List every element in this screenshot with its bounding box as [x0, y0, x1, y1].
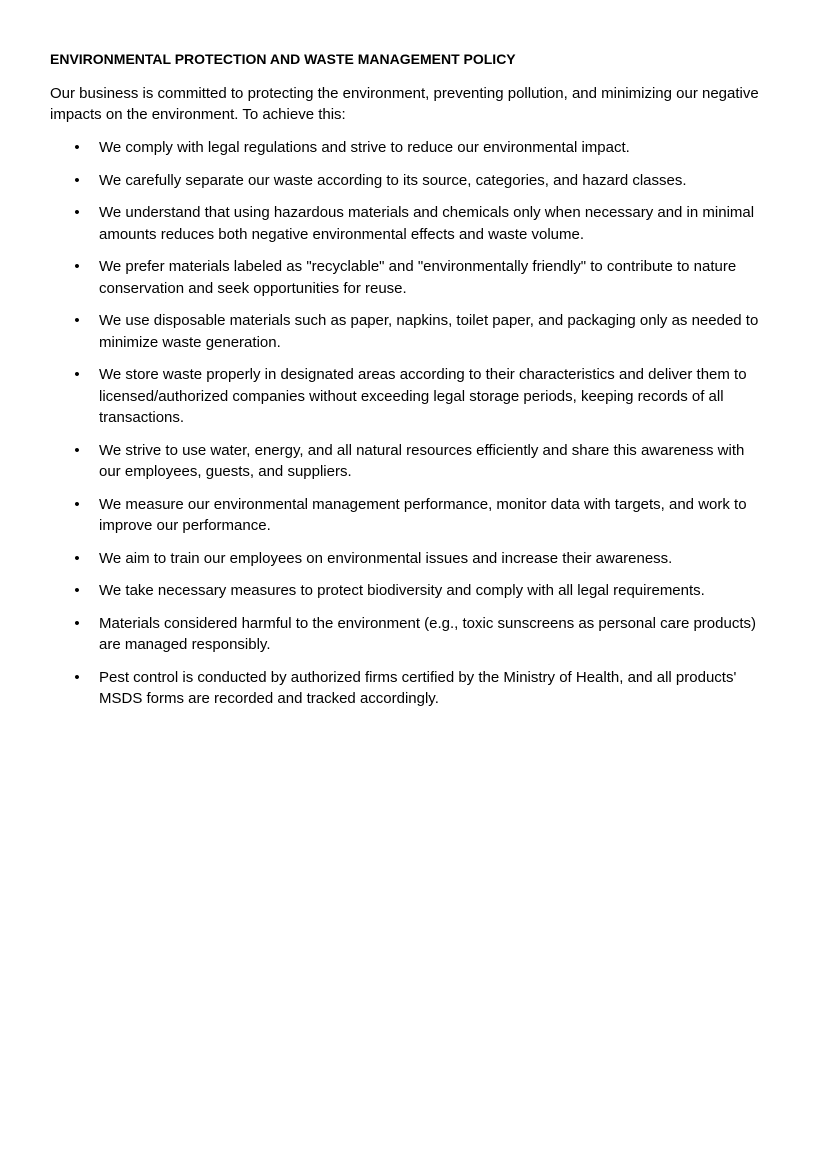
- bullet-icon: •: [74, 171, 80, 189]
- bullet-icon: •: [74, 495, 80, 513]
- list-item: [50, 202, 768, 245]
- bullet-icon: •: [74, 549, 80, 567]
- list-item-text: We understand that using hazardous materials and chemicals only when necessary and in minimal amounts reduces both negative environmental effects and waste volume.: [99, 204, 755, 243]
- list-item: [50, 440, 768, 483]
- bullet-icon: •: [74, 139, 80, 156]
- bullet-icon: •: [74, 582, 80, 599]
- list-item: [50, 170, 768, 192]
- bullet-icon: •: [74, 366, 80, 383]
- list-item: [50, 364, 768, 429]
- bullet-icon: •: [74, 614, 80, 632]
- list-item-text: We strive to use water, energy, and all natural resources efficiently and share this awareness with our employees, guests, and suppliers.: [99, 441, 745, 480]
- bullet-icon: •: [74, 258, 80, 275]
- document-page: [50, 49, 768, 721]
- list-item: [50, 613, 768, 656]
- list-item-text: We aim to train our employees on environmental issues and increase their awareness.: [99, 549, 673, 567]
- list-item: [50, 548, 768, 570]
- list-item-text: We use disposable materials such as paper, napkins, toilet paper, and packaging only as needed to minimize waste generation.: [99, 312, 759, 351]
- document-title: ENVIRONMENTAL PROTECTION AND WASTE MANAGEMENT POLICY: [50, 51, 516, 67]
- bullet-icon: •: [74, 668, 80, 686]
- list-item-text: We comply with legal regulations and strive to reduce our environmental impact.: [99, 139, 630, 156]
- policy-list: [50, 137, 768, 710]
- list-item: [50, 667, 768, 710]
- bullet-icon: •: [74, 204, 80, 221]
- list-item: [50, 310, 768, 353]
- list-item-text: We carefully separate our waste according to its source, categories, and hazard classes.: [99, 171, 687, 189]
- bullet-icon: •: [74, 441, 80, 459]
- list-item-text: We take necessary measures to protect biodiversity and comply with all legal requirements.: [99, 582, 705, 599]
- intro-paragraph: Our business is committed to protecting the environment, preventing pollution, and minimizing our negative impacts on the environment. To achieve this:: [50, 85, 759, 123]
- list-item: [50, 580, 768, 602]
- list-item: [50, 256, 768, 299]
- list-item-text: Materials considered harmful to the environment (e.g., toxic sunscreens as personal care products) are managed responsibly.: [99, 614, 756, 653]
- list-item-text: We store waste properly in designated areas according to their characteristics and deliver them to licensed/authorized companies without exceeding legal storage periods, keeping records of all transactions.: [99, 366, 747, 426]
- list-item: [50, 494, 768, 537]
- list-item-text: Pest control is conducted by authorized firms certified by the Ministry of Health, and all products' MSDS forms are recorded and tracked accordingly.: [99, 668, 737, 707]
- list-item-text: We measure our environmental management performance, monitor data with targets, and work to improve our performance.: [99, 495, 747, 534]
- bullet-icon: •: [74, 312, 80, 329]
- list-item-text: We prefer materials labeled as "recyclable" and "environmentally friendly" to contribute to nature conservation and seek opportunities for reuse.: [99, 258, 737, 297]
- list-item: [50, 137, 768, 159]
